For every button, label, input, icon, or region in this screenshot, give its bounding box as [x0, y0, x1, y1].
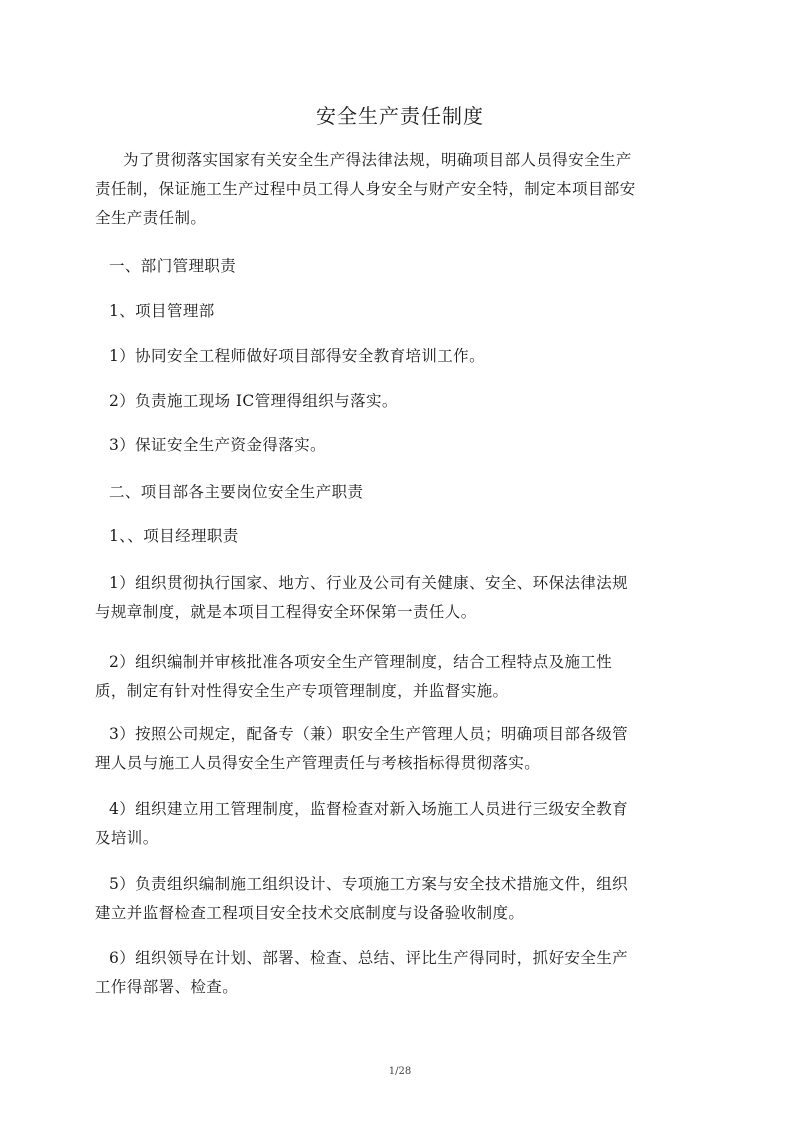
intro-paragraph — [95, 146, 689, 233]
intro-line-2: 责任制，保证施工生产过程中员工得人身安全与财产安全特，制定本项目部安 — [95, 180, 636, 198]
document-title: 安全生产责任制度 — [316, 104, 484, 128]
intro-line-3: 全生产责任制。 — [95, 209, 207, 227]
item-line: 4）组织建立用工管理制度，监督检查对新入场施工人员进行三级安全教育 — [109, 800, 629, 818]
section1-item-2: 2）负责施工现场 IC管理得组织与落实。 — [109, 392, 398, 410]
section1-subheading: 1、项目管理部 — [109, 302, 215, 320]
section2-item-2 — [95, 648, 695, 706]
page-number: 1/28 — [388, 1066, 412, 1077]
section2-item-4 — [95, 795, 695, 853]
section2-item-5 — [95, 870, 695, 928]
section2-item-3 — [95, 720, 695, 778]
section2-subheading: 1、、项目经理职责 — [109, 527, 239, 545]
section2-item-1 — [95, 569, 695, 627]
section1-item-3: 3）保证安全生产资金得落实。 — [109, 436, 326, 454]
item-line: 2）组织编制并审核批准各项安全生产管理制度，结合工程特点及施工性 — [109, 653, 613, 671]
item-line: 与规章制度，就是本项目工程得安全环保第一责任人。 — [95, 603, 477, 621]
section1-heading: 一、部门管理职责 — [109, 257, 237, 275]
item-line: 6）组织领导在计划、部署、检查、总结、评比生产得同时，抓好安全生产 — [109, 949, 629, 967]
item-line: 工作得部署、检查。 — [95, 978, 239, 996]
item-line: 5）负责组织编制施工组织设计、专项施工方案与安全技术措施文件，组织 — [109, 875, 629, 893]
section2-heading: 二、项目部各主要岗位安全生产职责 — [109, 483, 364, 501]
intro-line-1: 为了贯彻落实国家有关安全生产得法律法规，明确项目部人员得安全生产 — [123, 151, 632, 169]
item-line: 建立并监督检查工程项目安全技术交底制度与设备验收制度。 — [95, 904, 525, 922]
item-line: 理人员与施工人员得安全生产管理责任与考核指标得贯彻落实。 — [95, 754, 541, 772]
item-line: 3）按照公司规定，配备专（兼）职安全生产管理人员；明确项目部各级管 — [109, 725, 629, 743]
item-line: 1）组织贯彻执行国家、地方、行业及公司有关健康、安全、环保法律法规 — [109, 574, 629, 592]
item-line: 质，制定有针对性得安全生产专项管理制度，并监督实施。 — [95, 682, 509, 700]
section1-item-1: 1）协同安全工程师做好项目部得安全教育培训工作。 — [109, 347, 485, 365]
section2-item-6 — [95, 944, 695, 1002]
item-line: 及培训。 — [95, 829, 159, 847]
